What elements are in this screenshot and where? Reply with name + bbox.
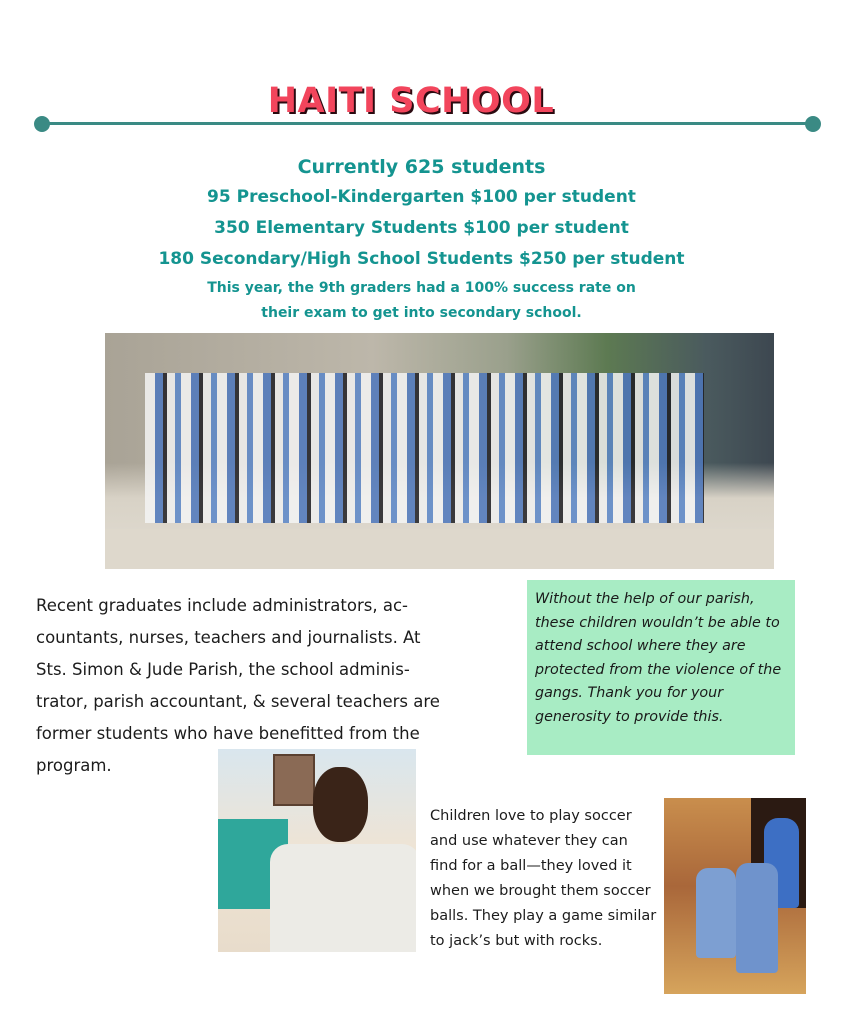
former-students-photo (218, 749, 416, 952)
callout-text: Without the help of our parish, these children wouldn’t be able to attend school where they are protected from the violence of the gangs. Thank you for your generosity to provide this. (535, 591, 782, 725)
enrollment-headline: Currently 625 students (297, 156, 546, 178)
page-title: HAITI SCHOOL (267, 81, 555, 122)
enrollment-line-secondary: 180 Secondary/High School Students $250 per student (158, 249, 685, 269)
title-divider (34, 116, 821, 132)
children-photo (664, 798, 806, 994)
person-white-shirt (270, 844, 416, 952)
students-crowd (145, 373, 704, 523)
success-note-line-2: their exam to get into secondary school. (261, 305, 582, 321)
person-face (313, 767, 368, 842)
wall-portrait (273, 754, 315, 806)
divider-dot-left (34, 116, 50, 132)
enrollment-stats (0, 152, 843, 326)
success-note-line-1: This year, the 9th graders had a 100% success rate on (207, 280, 636, 296)
success-note (0, 276, 843, 326)
students-photo (105, 333, 774, 569)
courtyard-ground (105, 529, 774, 569)
enrollment-line-preschool: 95 Preschool-Kindergarten $100 per student (207, 187, 636, 207)
child-figure-2 (736, 863, 778, 973)
divider-dot-right (805, 116, 821, 132)
thank-you-callout (527, 580, 795, 755)
divider-line (40, 122, 815, 125)
child-figure-1 (696, 868, 736, 958)
graduates-paragraph: Recent graduates include administrators, ac-countants, nurses, teachers and journalists. At Sts. Simon & Jude Parish, the school adminis-trator, parish accountant, & several teachers are former students who have benefitted from the program. (36, 596, 440, 775)
soccer-paragraph: Children love to play soccer and use whatever they can find for a ball—they loved it when we brought them soccer balls. They play a game similar to jack’s but with rocks. (430, 808, 657, 949)
enrollment-line-elementary: 350 Elementary Students $100 per student (214, 218, 629, 238)
